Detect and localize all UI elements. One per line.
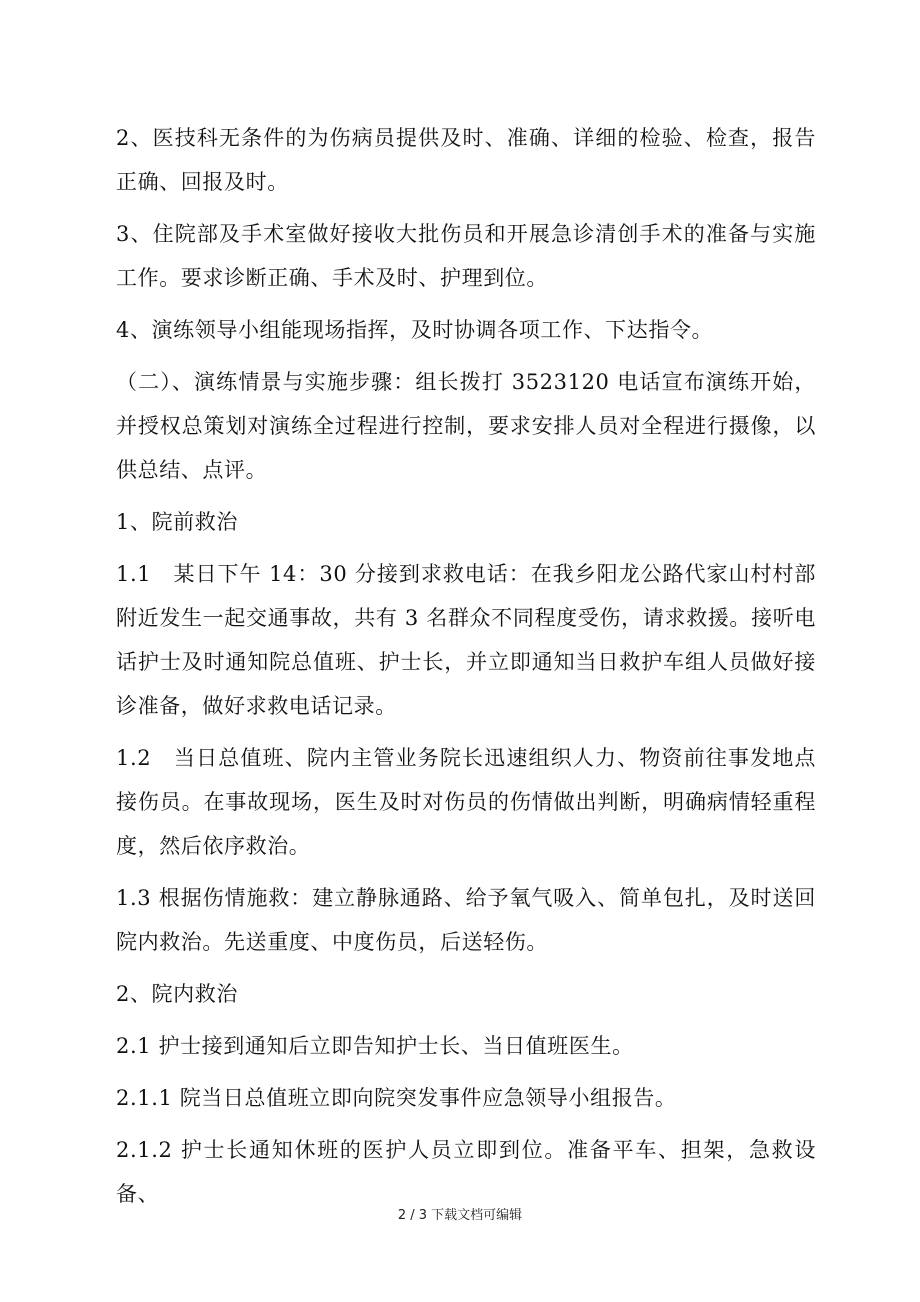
paragraph-1-2: 1.2 当日总值班、院内主管业务院长迅速组织人力、物资前往事发地点接伤员。在事故现场，医生及时对伤员的伤情做出判断，明确病情轻重程度，然后依序救治。 — [116, 746, 816, 858]
heading-in-hospital: 2、院内救治 — [116, 982, 238, 1006]
paragraph-section-2: （二）、演练情景与实施步骤：组长拨打 3523120 电话宣布演练开始，并授权总策划对演练全过程进行控制，要求安排人员对全程进行摄像，以供总结、点评。 — [116, 370, 816, 482]
heading-pre-hospital: 1、院前救治 — [116, 510, 238, 534]
paragraph-item-3: 3、住院部及手术室做好接收大批伤员和开展急诊清创手术的准备与实施工作。要求诊断正确、手术及时、护理到位。 — [116, 222, 816, 290]
paragraph-2-1-1: 2.1.1 院当日总值班立即向院突发事件应急领导小组报告。 — [116, 1086, 677, 1110]
paragraph-2-1-2: 2.1.2 护士长通知休班的医护人员立即到位。准备平车、担架，急救设备、 — [116, 1138, 816, 1206]
page-footer: 2 / 3 下载文档可编辑 — [397, 1208, 523, 1223]
document-body — [116, 116, 816, 1224]
paragraph-1-3: 1.3 根据伤情施救：建立静脉通路、给予氧气吸入、简单包扎，及时送回院内救治。先送重度、中度伤员，后送轻伤。 — [116, 886, 816, 954]
paragraph-item-2: 2、医技科无条件的为伤病员提供及时、准确、详细的检验、检查，报告正确、回报及时。 — [116, 126, 816, 194]
paragraph-1-1: 1.1 某日下午 14：30 分接到求救电话：在我乡阳龙公路代家山村村部附近发生一起交通事故，共有 3 名群众不同程度受伤，请求救援。接听电话护士及时通知院总值班、护士长，并立即通知当日救护车组人员做好接诊准备，做好求救电话记录。 — [116, 562, 816, 718]
paragraph-item-4: 4、演练领导小组能现场指挥，及时协调各项工作、下达指令。 — [116, 318, 714, 342]
paragraph-2-1: 2.1 护士接到通知后立即告知护士长、当日值班医生。 — [116, 1034, 634, 1058]
